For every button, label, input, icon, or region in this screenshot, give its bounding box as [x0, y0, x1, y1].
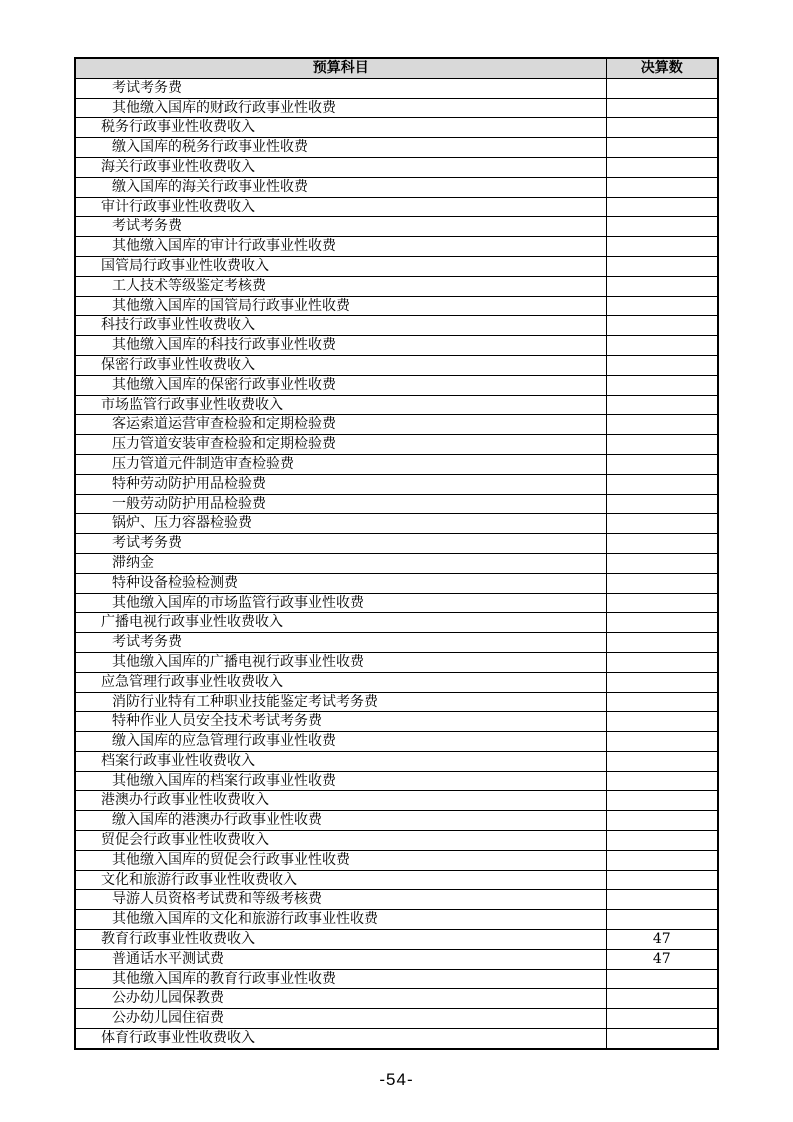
budget-item-label: 市场监管行政事业性收费收入 — [75, 395, 606, 415]
final-amount-value — [606, 692, 718, 712]
table-row — [75, 672, 718, 692]
budget-item-label: 港澳办行政事业性收费收入 — [75, 791, 606, 811]
table-row — [75, 771, 718, 791]
budget-item-label: 压力管道安装审查检验和定期检验费 — [75, 435, 606, 455]
table-row — [75, 454, 718, 474]
table-row — [75, 256, 718, 276]
table-row — [75, 316, 718, 336]
budget-item-label: 导游人员资格考试费和等级考核费 — [75, 890, 606, 910]
final-amount-value — [606, 157, 718, 177]
budget-item-label: 审计行政事业性收费收入 — [75, 197, 606, 217]
table-row — [75, 138, 718, 158]
table-row — [75, 593, 718, 613]
table-row — [75, 534, 718, 554]
budget-item-label: 海关行政事业性收费收入 — [75, 157, 606, 177]
budget-item-label: 贸促会行政事业性收费收入 — [75, 831, 606, 851]
table-row — [75, 217, 718, 237]
final-amount-value — [606, 1029, 718, 1049]
final-amount-value — [606, 276, 718, 296]
table-row — [75, 553, 718, 573]
final-amount-value — [606, 98, 718, 118]
budget-item-label: 广播电视行政事业性收费收入 — [75, 613, 606, 633]
table-row — [75, 633, 718, 653]
budget-item-label: 普通话水平测试费 — [75, 949, 606, 969]
table-row — [75, 78, 718, 98]
final-amount-value — [606, 78, 718, 98]
budget-item-label: 其他缴入国库的保密行政事业性收费 — [75, 375, 606, 395]
budget-item-label: 其他缴入国库的国管局行政事业性收费 — [75, 296, 606, 316]
table-row — [75, 890, 718, 910]
table-row — [75, 949, 718, 969]
budget-item-label: 锅炉、压力容器检验费 — [75, 514, 606, 534]
table-row — [75, 237, 718, 257]
final-amount-value — [606, 336, 718, 356]
budget-item-label: 应急管理行政事业性收费收入 — [75, 672, 606, 692]
budget-item-label: 科技行政事业性收费收入 — [75, 316, 606, 336]
budget-item-label: 文化和旅游行政事业性收费收入 — [75, 870, 606, 890]
budget-item-label: 公办幼儿园住宿费 — [75, 1009, 606, 1029]
final-amount-value — [606, 850, 718, 870]
budget-item-label: 其他缴入国库的市场监管行政事业性收费 — [75, 593, 606, 613]
final-amount-value: 47 — [606, 930, 718, 950]
final-amount-value — [606, 514, 718, 534]
table-row — [75, 118, 718, 138]
final-amount-value — [606, 375, 718, 395]
table-row — [75, 831, 718, 851]
column-header-budget-subject: 预算科目 — [75, 58, 606, 78]
table-row — [75, 1029, 718, 1049]
table-row — [75, 296, 718, 316]
final-amount-value — [606, 474, 718, 494]
final-amount-value — [606, 633, 718, 653]
budget-item-label: 一般劳动防护用品检验费 — [75, 494, 606, 514]
table-row — [75, 375, 718, 395]
table-row — [75, 613, 718, 633]
final-amount-value — [606, 316, 718, 336]
table-row — [75, 336, 718, 356]
budget-item-label: 其他缴入国库的财政行政事业性收费 — [75, 98, 606, 118]
column-header-final-amount: 决算数 — [606, 58, 718, 78]
budget-item-label: 其他缴入国库的审计行政事业性收费 — [75, 237, 606, 257]
final-amount-value — [606, 791, 718, 811]
table-row — [75, 474, 718, 494]
budget-item-label: 缴入国库的港澳办行政事业性收费 — [75, 811, 606, 831]
budget-item-label: 缴入国库的应急管理行政事业性收费 — [75, 732, 606, 752]
budget-item-label: 其他缴入国库的档案行政事业性收费 — [75, 771, 606, 791]
table-row — [75, 435, 718, 455]
budget-item-label: 滞纳金 — [75, 553, 606, 573]
budget-item-label: 考试考务费 — [75, 633, 606, 653]
budget-item-label: 其他缴入国库的广播电视行政事业性收费 — [75, 652, 606, 672]
budget-item-label: 工人技术等级鉴定考核费 — [75, 276, 606, 296]
budget-item-label: 公办幼儿园保教费 — [75, 989, 606, 1009]
table-row — [75, 811, 718, 831]
page-number: -54- — [379, 1070, 414, 1089]
table-row — [75, 870, 718, 890]
final-amount-value — [606, 573, 718, 593]
budget-item-label: 其他缴入国库的科技行政事业性收费 — [75, 336, 606, 356]
budget-item-label: 考试考务费 — [75, 217, 606, 237]
budget-item-label: 客运索道运营审查检验和定期检验费 — [75, 415, 606, 435]
final-amount-value — [606, 395, 718, 415]
final-amount-value — [606, 870, 718, 890]
budget-item-label: 体育行政事业性收费收入 — [75, 1029, 606, 1049]
budget-item-label: 特种作业人员安全技术考试考务费 — [75, 712, 606, 732]
budget-item-label: 档案行政事业性收费收入 — [75, 751, 606, 771]
table-row — [75, 692, 718, 712]
budget-item-label: 教育行政事业性收费收入 — [75, 930, 606, 950]
final-amount-value — [606, 138, 718, 158]
budget-item-label: 缴入国库的税务行政事业性收费 — [75, 138, 606, 158]
budget-table — [74, 57, 719, 1050]
final-amount-value — [606, 771, 718, 791]
budget-item-label: 其他缴入国库的教育行政事业性收费 — [75, 969, 606, 989]
final-amount-value — [606, 256, 718, 276]
final-amount-value — [606, 652, 718, 672]
table-body — [75, 78, 718, 1049]
budget-item-label: 其他缴入国库的贸促会行政事业性收费 — [75, 850, 606, 870]
table-row — [75, 712, 718, 732]
table-row — [75, 850, 718, 870]
final-amount-value — [606, 534, 718, 554]
final-amount-value — [606, 197, 718, 217]
final-amount-value — [606, 969, 718, 989]
table-row — [75, 751, 718, 771]
table-row — [75, 177, 718, 197]
final-amount-value — [606, 593, 718, 613]
final-amount-value — [606, 890, 718, 910]
final-amount-value — [606, 415, 718, 435]
final-amount-value — [606, 751, 718, 771]
final-amount-value — [606, 177, 718, 197]
table-row — [75, 969, 718, 989]
final-amount-value — [606, 613, 718, 633]
final-amount-value — [606, 118, 718, 138]
final-amount-value — [606, 1009, 718, 1029]
final-amount-value — [606, 454, 718, 474]
budget-item-label: 税务行政事业性收费收入 — [75, 118, 606, 138]
table-header-row — [75, 58, 718, 78]
final-amount-value — [606, 355, 718, 375]
table-row — [75, 930, 718, 950]
budget-item-label: 考试考务费 — [75, 534, 606, 554]
final-amount-value — [606, 553, 718, 573]
final-amount-value — [606, 217, 718, 237]
table-row — [75, 494, 718, 514]
budget-item-label: 特种设备检验检测费 — [75, 573, 606, 593]
final-amount-value — [606, 989, 718, 1009]
final-amount-value — [606, 910, 718, 930]
final-amount-value — [606, 435, 718, 455]
table-row — [75, 652, 718, 672]
table-row — [75, 415, 718, 435]
final-amount-value — [606, 296, 718, 316]
table-row — [75, 276, 718, 296]
budget-item-label: 考试考务费 — [75, 78, 606, 98]
final-amount-value — [606, 494, 718, 514]
table-row — [75, 910, 718, 930]
final-amount-value — [606, 237, 718, 257]
final-amount-value: 47 — [606, 949, 718, 969]
final-amount-value — [606, 811, 718, 831]
table-row — [75, 791, 718, 811]
budget-item-label: 其他缴入国库的文化和旅游行政事业性收费 — [75, 910, 606, 930]
budget-item-label: 国管局行政事业性收费收入 — [75, 256, 606, 276]
table-row — [75, 395, 718, 415]
table-row — [75, 98, 718, 118]
table-row — [75, 197, 718, 217]
final-amount-value — [606, 712, 718, 732]
table-row — [75, 514, 718, 534]
table-row — [75, 355, 718, 375]
table-row — [75, 573, 718, 593]
table-row — [75, 989, 718, 1009]
budget-item-label: 消防行业特有工种职业技能鉴定考试考务费 — [75, 692, 606, 712]
table-row — [75, 732, 718, 752]
budget-item-label: 缴入国库的海关行政事业性收费 — [75, 177, 606, 197]
final-amount-value — [606, 732, 718, 752]
table-row — [75, 157, 718, 177]
table-row — [75, 1009, 718, 1029]
budget-item-label: 压力管道元件制造审查检验费 — [75, 454, 606, 474]
budget-item-label: 特种劳动防护用品检验费 — [75, 474, 606, 494]
budget-item-label: 保密行政事业性收费收入 — [75, 355, 606, 375]
final-amount-value — [606, 672, 718, 692]
final-amount-value — [606, 831, 718, 851]
